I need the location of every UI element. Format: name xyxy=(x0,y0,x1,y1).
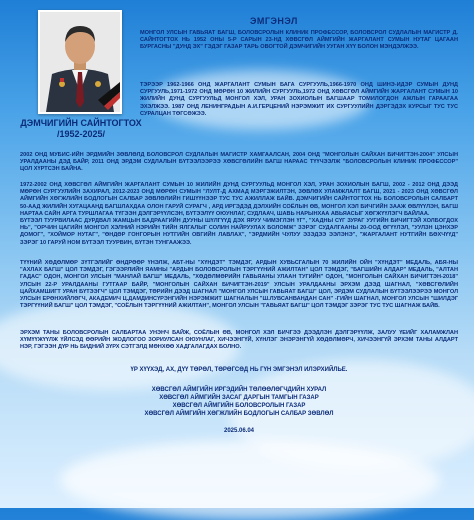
organization-name: ХӨВСГӨЛ АЙМГИЙН ИРГЭДИЙН ТӨЛӨӨЛӨГЧДИЙН ХУРАЛ xyxy=(151,387,327,393)
paragraph-5: БҮТЭЭЛ ТУУРВИЛААС ДУРДВАЛ ЖАМЦЫН БАДРААГИЙН ДУУНЫ ШҮЛГҮҮД ДЭХ ЯРУУ ЧИМЭГЛЭН ҮГ", "ХАДНЫ СҮГ ЗУРАГ УУГИЙН БИЧИГТЭЙ ХОЛБОГДОХ НЬ", "ОРЧИН ЦАГИЙН МОНГОЛ ХЭЛНИЙ НЭРИЙН ТИЙН ЯЛГАЛЫГ СОЛИН НАЙРУУЛАХ БОЛОМЖ" ЗЭРЭГ СУДАЛГААНЫ 20-ООД ӨГҮҮЛЭЛ, "УУЛЗН ЦЭНХЭР ДОМОГ", "ХОЙМОР НУТАГ", "ӨНДӨР ГОНГОРЫН НУТГИЙН ОВГИЙН ЛАВЛАХ", "ЭРДМИЙН ЧУЛУУ ЭЗЭДЭЭ ЭЭЛЭНЭ", "ЖАРГАЛАНТ НУТГИЙН БӨХЧҮҮД" ЗЭРЭГ 10 ГАРУЙ НОМ БҮТЭЭЛ ТУУРВИН, БҮТЭН ТУНГААЖЭЭ. xyxy=(20,218,458,246)
paragraph-7: ЭРХЭМ ТАНЫ БОЛОВСРОЛЫН САЛБАРТАА УНЭНЧ БАЙЖ, СОЁЛЫН ӨВ, МОНГОЛ ХЭЛ БИЧГЭЭ ДЭЭДЛЭН ДЭЛГЭРҮҮЛЖ, ЗАЛУУ ҮЕИЙГ ХАЛАМЖЛАН ХҮМҮҮЖҮҮЛЖ ҮЙЛСЭД ӨӨРИЙН ЖОДЛОГОО ЗОРИУЛСАН ОЮУНЛАГ, ХИЧЭЭНГҮЙ, ХҮНЛЭГ ЭНЭРЭНГҮЙ ХӨДӨЛМӨРЧ, ХИЧЭЭНГҮЙ ЭРХЭМ ТАНЫ АЛДАРТ НЭР, ГЭГЭЭН ДҮР НЬ БИДНИЙ ЗҮРХ СЭТГЭЛД МӨНХӨӨ ХАДГАЛАГДАХ БОЛНО. xyxy=(20,330,458,351)
document-title: ЭМГЭНЭЛ xyxy=(250,16,298,26)
portrait-photo xyxy=(38,10,122,114)
organization-name: ХӨВСГӨЛ АЙМГИЙН ХӨГЖЛИЙН БОДЛОГЫН САЛБАР ЗӨВЛӨЛ xyxy=(144,411,334,417)
paragraph-1: МОНГОЛ УЛСЫН ГАВЬЯАТ БАГШ, БОЛОВСРОЛЫН КЛИНИК ПРОФЕССОР, БОЛОВСРОЛ СУДЛАЛЫН МАГИСТР Д. САЙНТОГТОХ НЬ 1952 ОНЫ 5-Р САРЫН 23-НД ХӨВСГӨЛ АЙМГИЙН ЖАРГАЛАНТ СУМЫН НУТАГ ЦАГААН БУРГАСНЫ "ДУНД ЭХ" ГЭДЭГ ГАЗАР ТАРЬ ОВОГТОЙ ДЭМЧИГИЙН УУГАН ХҮҮ БОЛОН МЭНДЭЛЖЭЭ. xyxy=(140,30,458,51)
condolence-line: ҮР ХҮҮХЭД, АХ, ДҮҮ ТӨРӨЛ, ТӨРӨГСӨД НЬ ГҮН ЭМГЭНЭЛ ИЛЭРХИЙЛЬЕ. xyxy=(130,367,348,373)
portrait-illustration xyxy=(40,12,120,112)
organization-name: ХӨВСГӨЛ АЙМГИЙН БОЛОВСРОЛЫН ГАЗАР xyxy=(172,403,306,409)
person-fullname: ДЭМЧИГИЙН САЙНТОГТОХ xyxy=(20,118,142,128)
person-name xyxy=(6,118,156,140)
paragraph-2: ТЭРЭЭР 1962-1966 ОНД ЖАРГАЛАНТ СУМЫН БАГА СУРГУУЛЬ,1966-1970 ОНД ШИНЭ-ИДЭР СУМЫН ДУНД СУРГУУЛЬ,1971-1972 ОНД МӨРӨН 10 ЖИЛИЙН СУРГУУЛЬ,1972 ОНД ХӨВСГӨЛ АЙМГИЙН ЖАРГАЛАНТ СУМЫН 10 ЖИЛИЙН ДУНД СУРГУУЛЬД МОНГОЛ ХЭЛ, УРАН ЗОХИОЛЫН БАГШААР ТОМИЛОГДОН АЖЛЫН ГАРААГАА ЭХЭЛЖЭЭ. 1987 ОНД ЛЕНИНГРАДЫН А.И.ГЕРЦЕНИЙ НЭРЭМЖИТ ИХ СУРГУУЛИЙН ДЭРГЭДЭХ КУРСЫГ ТУС ТУС СУРАЛЦАН ТӨГСӨЖЭЭ. xyxy=(140,82,458,117)
person-lifespan: /1952-2025/ xyxy=(56,129,106,139)
cloud-decoration xyxy=(60,440,440,520)
paragraph-3: 2002 ОНД МУБИС-ИЙН ЭРДМИЙН ЗӨВЛӨЛД БОЛОВСРОЛ СУДЛАЛЫН МАГИСТР ХАМГААЛСАН, 2004 ОНД "МОНГОЛЫН САЙХАН БИЧИГТЭН-2004" УЛСЫН УРАЛДААНЫ ДЭД БАЙР, 2011 ОНД ЭРДЭМ СУДЛАЛЫН БҮТЭЭЛЭЭРЭЭ ХӨВСГӨЛИЙН БАГШ НАРААС ТҮҮЧЭЭЛЖ "БОЛОВСРОЛЫН КЛИНИК ПРОФЕССОР" ЦОЛ ХҮРТСЭН БАЙНА. xyxy=(20,152,458,173)
organization-name: ХӨВСГӨЛ АЙМГИЙН ЗАСАГ ДАРГЫН ТАМГЫН ГАЗАР xyxy=(159,395,319,401)
paragraph-4: 1972-2002 ОНД ХӨВСГӨЛ АЙМГИЙН ЖАРГАЛАНТ СУМЫН 10 ЖИЛИЙН ДУНД СУРГУУЛЬД МОНГОЛ ХЭЛ, УРАН ЗОХИОЛЫН БАГШ, 2002 - 2012 ОНД ДЭЭД МӨРӨН СУРГУУЛИЙН ЗАХИРАЛ, 2012-2023 ОНД МӨРӨН СУМЫН "ЛУЛТ-Д АХМАД МЭРГЭЖИЛТЭН, ЗӨВЛӨХ УЛАМЖЛАЛТ БАГШ, 2021 - 2023 ОНД ХӨВСГӨЛ АЙМГИЙН ХӨГЖЛИЙН БОДЛОГЫН САЛБАР ЗӨВЛӨЛИЙН ГИШҮҮНЭЭР ТУС ТУС АЖИЛЛАЖ БАЙВ. ДЭМЧИГИЙН САЙНТОГТОХ НЬ БОЛОВСРОЛЫН САЛБАРТ 50-ААД ЖИЛИЙН ХУГАЦААНД БАГШЛАХДАА ОЛОН ГАРУЙ СУРАГЧ , АРД ИРГЭДЭД ДЭЛХИЙН СОЁЛЫН ӨВ, МОНГОЛ ХЭЛ БИЧГИЙН ЗААЖ ӨВЛҮҮЛЭН, БАГШ НАРТАА САЙН АРГА ТУРШЛАГАА ТҮГЭЭН ДЭЛГЭРҮҮЛСЭН, БҮТЭЭЛҮҮ ОЮУНЛАГ, СУДЛААЧ, ШАВЬ НАРЫНХАА АВЬЯАСЫГ ХӨГЖҮҮЛЭГЧ БАЙЛАА. xyxy=(20,182,458,217)
document-date: 2025.06.04 xyxy=(223,428,255,434)
paragraph-6: ТҮҮНИЙ ХӨДӨЛМӨР ЗҮТГЭЛИЙГ ӨНДРӨӨР ҮНЭЛЖ, АБТ-НЫ "ХҮНДЭТ" ТЭМДЭГ, АРДЫН ХУВЬСГАЛЫН 70 ЖИЛИЙН ОЙН "ХҮНДЭТ" МЕДАЛЬ, АБЯ-НЫ "АХЛАХ БАГШ" ЦОЛ ТЭМДЭГ, ГЭГЭЭРЛИЙН ЯАМНЫ "АРДЫН БОЛОВСРОЛЫН ТЭРГҮҮНИЙ АЖИЛТАН" ЦОЛ ТЭМДЭГ, "БАГШИЙН АЛДАР" МЕДАЛЬ, "АЛТАН ГАДАС" ОДОН, МОНГОЛ УЛСЫН "МАНЛАЙ БАГШ" МЕДАЛЬ, "ХӨДӨЛМӨРИЙН ГАВЬЯАНЫ УЛААН ТУГИЙН" ОДОН, "МОНГОЛЫН САЙХАН БИЧИГТЭН-2018" УЛСЫН 22-Р УРАЛДААНЫ ГУТГААР БАЙР, "МОНГОЛЫН САЙХАН БИЧИГТЭН-2019" УЛСЫН УРАЛДААНЫ ЭРХЭМ ДЭЭД ШАГНАЛ, "ХӨВСГӨЛИЙН ЦАЙХАМШИГТ УРАН БҮТЭЭГЧ" ЦОЛ ТЭМДЭГ, ТӨРИЙН ДЭЭД ШАГНАЛ "МОНГОЛ УЛСЫН ГАВЬЯАТ БАГШ" ЦОЛ, ЭРДЭМ СУДЛАЛЫН БҮТЭЭЛЭЭРЭЭ МОНГОЛ УЛСЫН ЕРӨНХИЙЛӨГЧ, АКАДЕМИЧ Ц.ДАМДИНСҮРЭНГИЙН НЭРЭМЖИТ ШАГНАЛЫН "Ш.ЛУВСАНВАНДАН САН" -ГИЙН ШАГНАЛ, МОНГОЛ УЛСЫН "ШИЛДЭГ ТЭРГҮҮНИЙ БАГШ" ЦОЛ ТЭМДЭГ, "СОЁЛЫН ТЭРГҮҮНИЙ АЖИЛТАН", МОНГОЛ УЛСЫН "ГАВЬЯАТ БАГШ" ЦОЛ ТЭМДЭГ ЗЭРЭГ ТУС ТУС ШАГНАЖ БАЙВ. xyxy=(20,260,458,310)
organizations-list xyxy=(20,386,458,418)
